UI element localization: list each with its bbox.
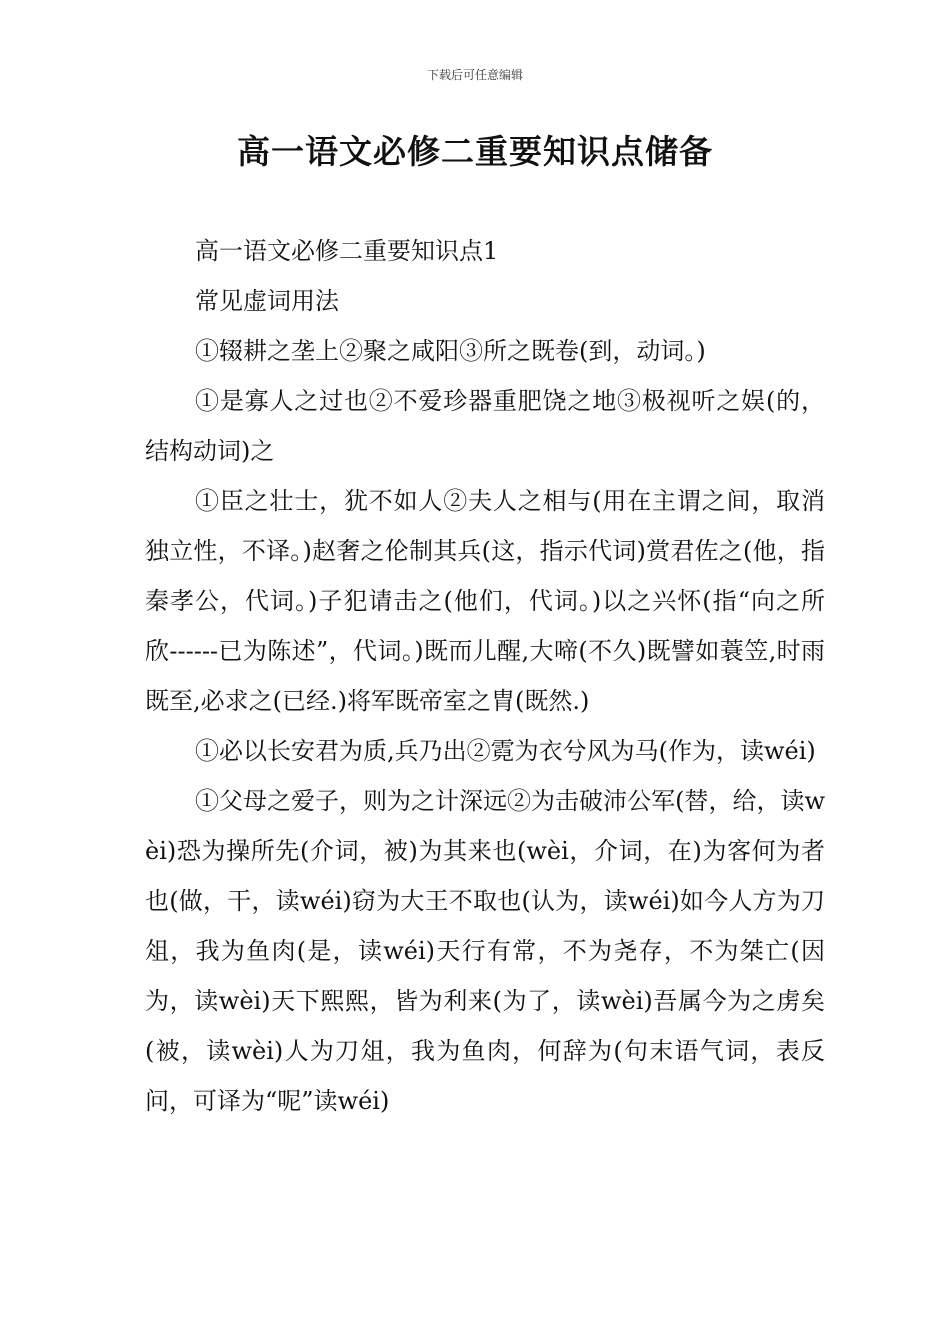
header-note: 下载后可任意编辑 <box>426 68 523 82</box>
body-paragraph: ①父母之爱子，则为之计深远②为击破沛公军(替，给，读wèi)恐为操所先(介词，被)为其来也(wèi，介词，在)为客何为者也(做，干，读wéi)窃为大王不取也(认为，读wéi)如今人方为刀俎，我为鱼肉(是，读wéi)天行有常，不为尧存，不为桀亡(因为，读wèi)天下熙熙，皆为利来(为了，读wèi)吾属今为之虏矣(被，读wèi)人为刀俎，我为鱼肉，何辞为(句末语气词，表反问，可译为“呢”读wéi) <box>145 787 825 1115</box>
body-paragraph: ①臣之壮士，犹不如人②夫人之相与(用在主谓之间，取消独立性，不译。)赵奢之伦制其兵(这，指示代词)赏君佐之(他，指秦孝公，代词。)子犯请击之(他们，代词。)以之兴怀(指“向之所欣------已为陈述”，代词。)既而儿醒,大啼(不久)既譬如蓑笠,时雨既至,必求之(已经.)将军既帝室之胄(既然.) <box>145 487 825 715</box>
document-title: 高一语文必修二重要知识点储备 <box>237 132 713 171</box>
body-paragraph: ①是寡人之过也②不爱珍器重肥饶之地③极视听之娱(的，结构动词)之 <box>145 387 825 465</box>
document-body <box>145 226 825 1126</box>
body-paragraph: ①必以长安君为质,兵乃出②霓为衣兮风为马(作为，读wéi) <box>195 737 816 765</box>
section-heading: 高一语文必修二重要知识点1 <box>195 237 499 265</box>
subsection-heading: 常见虚词用法 <box>195 287 339 315</box>
body-paragraph: ①辍耕之垄上②聚之咸阳③所之既卷(到，动词。) <box>195 337 706 365</box>
